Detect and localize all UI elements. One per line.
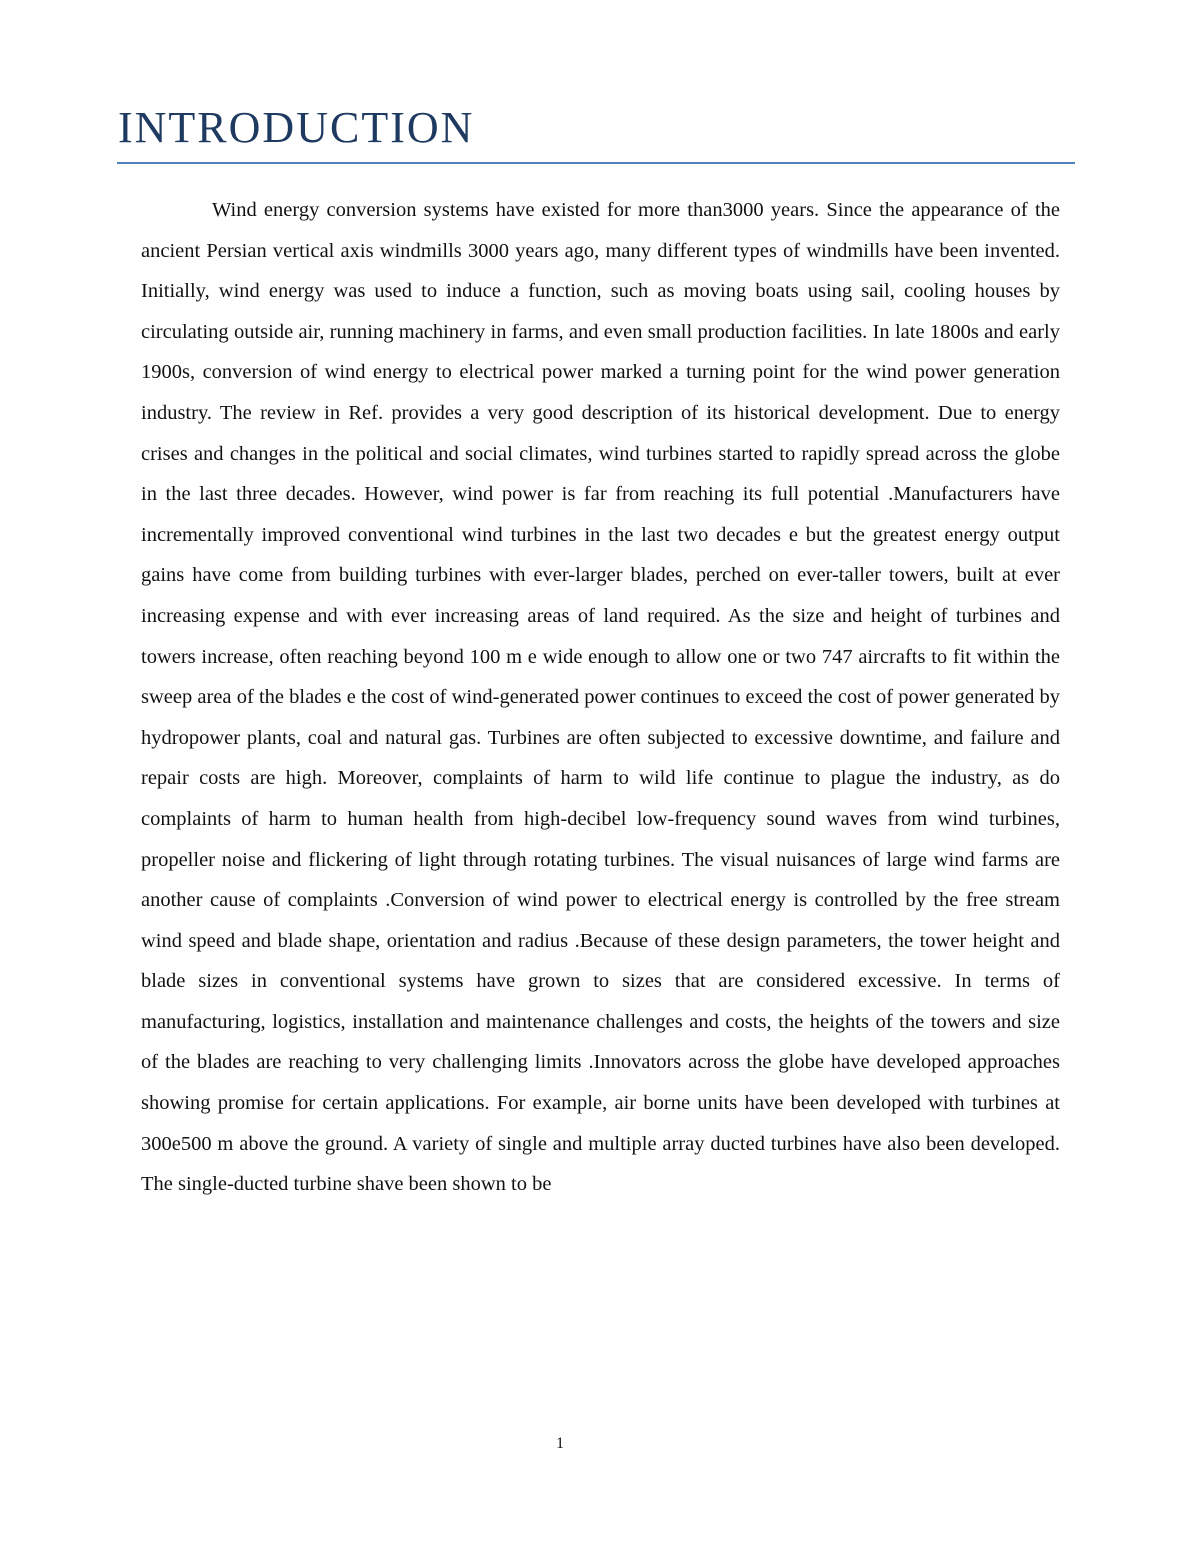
page-heading: INTRODUCTION — [118, 103, 475, 152]
page-number: 1 — [556, 1435, 564, 1452]
heading-underline-rule — [117, 162, 1075, 164]
body-paragraph: Wind energy conversion systems have existed for more than3000 years. Since the appearance of the ancient Persian vertical axis windmills 3000 years ago, many different types of windmills have been invented. Initially, wind energy was used to induce a function, such as moving boats using sail, cooling houses by circulating outside air, running machinery in farms, and even small production facilities. In late 1800s and early 1900s, conversion of wind energy to electrical power marked a turning point for the wind power generation industry. The review in Ref. provides a very good description of its historical development. Due to energy crises and changes in the political and social climates, wind turbines started to rapidly spread across the globe in the last three decades. However, wind power is far from reaching its full potential .Manufacturers have incrementally improved conventional wind turbines in the last two decades e but the greatest energy output gains have come from building turbines with ever-larger blades, perched on ever-taller towers, built at ever increasing expense and with ever increasing areas of land required. As the size and height of turbines and towers increase, often reaching beyond 100 m e wide enough to allow one or two 747 aircrafts to fit within the sweep area of the blades e the cost of wind-generated power continues to exceed the cost of power generated by hydropower plants, coal and natural gas. Turbines are often subjected to excessive downtime, and failure and repair costs are high. Moreover, complaints of harm to wild life continue to plague the industry, as do complaints of harm to human health from high-decibel low-frequency sound waves from wind turbines, propeller noise and flickering of light through rotating turbines. The visual nuisances of large wind farms are another cause of complaints .Conversion of wind power to electrical energy is controlled by the free stream wind speed and blade shape, orientation and radius .Because of these design parameters, the tower height and blade sizes in conventional systems have grown to sizes that are considered excessive. In terms of manufacturing, logistics, installation and maintenance challenges and costs, the heights of the towers and size of the blades are reaching to very challenging limits .Innovators across the globe have developed approaches showing promise for certain applications. For example, air borne units have been developed with turbines at 300e500 m above the ground. A variety of single and multiple array ducted turbines have also been developed. The single-ducted turbine shave been shown to be — [141, 199, 1060, 1196]
